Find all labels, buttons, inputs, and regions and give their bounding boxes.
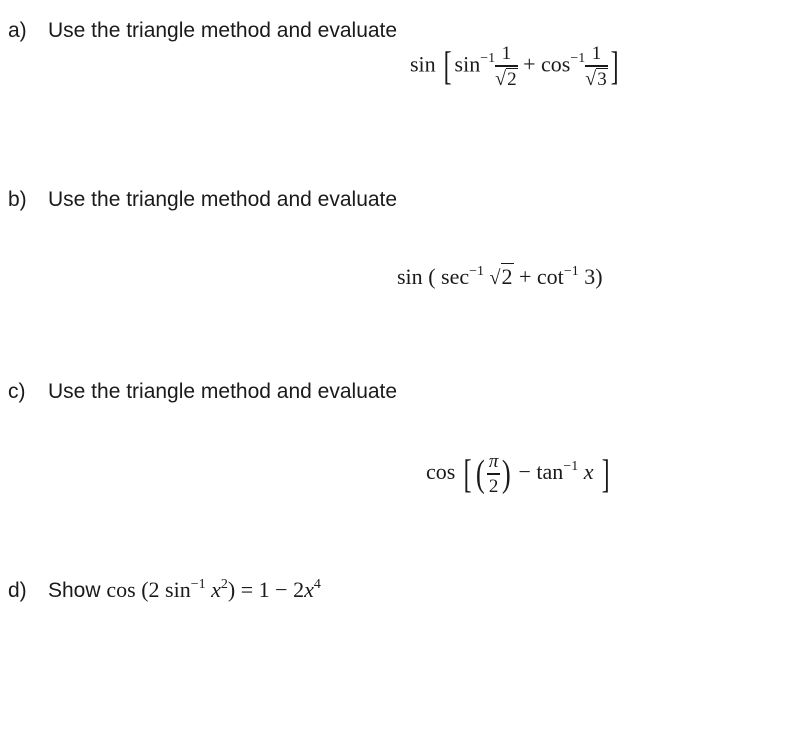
inner-function: tan bbox=[536, 458, 564, 484]
coefficient: 2 bbox=[148, 577, 160, 602]
inner-function: sin bbox=[165, 577, 191, 602]
right-paren: ) bbox=[595, 264, 603, 289]
plus-sign: + bbox=[523, 51, 536, 77]
inverse-superscript: −1 bbox=[469, 264, 485, 279]
variable: x bbox=[583, 458, 594, 484]
radical: √2 bbox=[489, 264, 513, 289]
pi-over-two-fraction: $\frac{\pi}{2}$ bbox=[488, 451, 499, 497]
question-text: Use the triangle method and evaluate bbox=[48, 19, 398, 42]
minus-sign: − bbox=[518, 458, 531, 484]
question-d-prompt bbox=[8, 577, 321, 603]
outer-function: sin bbox=[397, 264, 423, 289]
question-b-expression bbox=[397, 264, 603, 290]
exponent: 2 bbox=[220, 577, 228, 592]
rhs-exponent: 4 bbox=[313, 577, 321, 592]
argument: 3 bbox=[584, 264, 596, 289]
question-b-prompt bbox=[8, 188, 397, 212]
question-d-expression: cos (2 $\sin^{-1} x^2) = 1 - 2x^4$ bbox=[106, 577, 321, 602]
question-c-expression bbox=[426, 452, 612, 496]
inner-function-1: sec bbox=[441, 264, 470, 289]
left-bracket: [ bbox=[443, 43, 452, 89]
right-bracket: ] bbox=[601, 450, 610, 496]
question-a-prompt bbox=[8, 19, 397, 43]
right-bracket: ] bbox=[610, 43, 619, 89]
question-text: Show bbox=[48, 579, 101, 602]
inner-function-1: sin bbox=[454, 51, 481, 77]
outer-function: sin bbox=[410, 51, 436, 77]
lhs-function: cos bbox=[106, 577, 136, 602]
question-c-prompt bbox=[8, 380, 397, 404]
question-letter: b) bbox=[8, 188, 27, 211]
question-a-expression bbox=[410, 44, 621, 89]
outer-function: cos bbox=[426, 458, 456, 484]
left-paren: ( bbox=[428, 264, 436, 289]
inner-function-2: cot bbox=[536, 264, 564, 289]
left-bracket: [ bbox=[463, 450, 472, 496]
variable: x bbox=[211, 577, 221, 602]
right-paren: ) bbox=[502, 452, 512, 495]
equals-sign: = bbox=[240, 577, 254, 602]
question-letter: a) bbox=[8, 19, 27, 42]
inverse-superscript: −1 bbox=[563, 264, 579, 279]
inverse-superscript: −1 bbox=[570, 51, 586, 67]
plus-sign: + bbox=[519, 264, 532, 289]
left-paren: ( bbox=[476, 452, 485, 495]
minus-sign: − bbox=[275, 577, 288, 602]
question-text: Use the triangle method and evaluate bbox=[48, 188, 398, 211]
question-letter: c) bbox=[8, 380, 26, 403]
inverse-superscript: −1 bbox=[190, 577, 206, 592]
rhs-variable: x bbox=[304, 577, 314, 602]
rhs-coefficient: 2 bbox=[293, 577, 305, 602]
question-text: Use the triangle method and evaluate bbox=[48, 380, 398, 403]
fraction-2: $\frac{1}{√3}$ bbox=[585, 43, 607, 90]
rhs-constant: 1 bbox=[258, 577, 270, 602]
inner-function-2: cos bbox=[541, 51, 571, 77]
inverse-superscript: −1 bbox=[480, 51, 496, 67]
inverse-superscript: −1 bbox=[563, 458, 579, 474]
question-letter: d) bbox=[8, 579, 27, 602]
fraction-1: $\frac{1}{√2}$ bbox=[495, 43, 517, 90]
